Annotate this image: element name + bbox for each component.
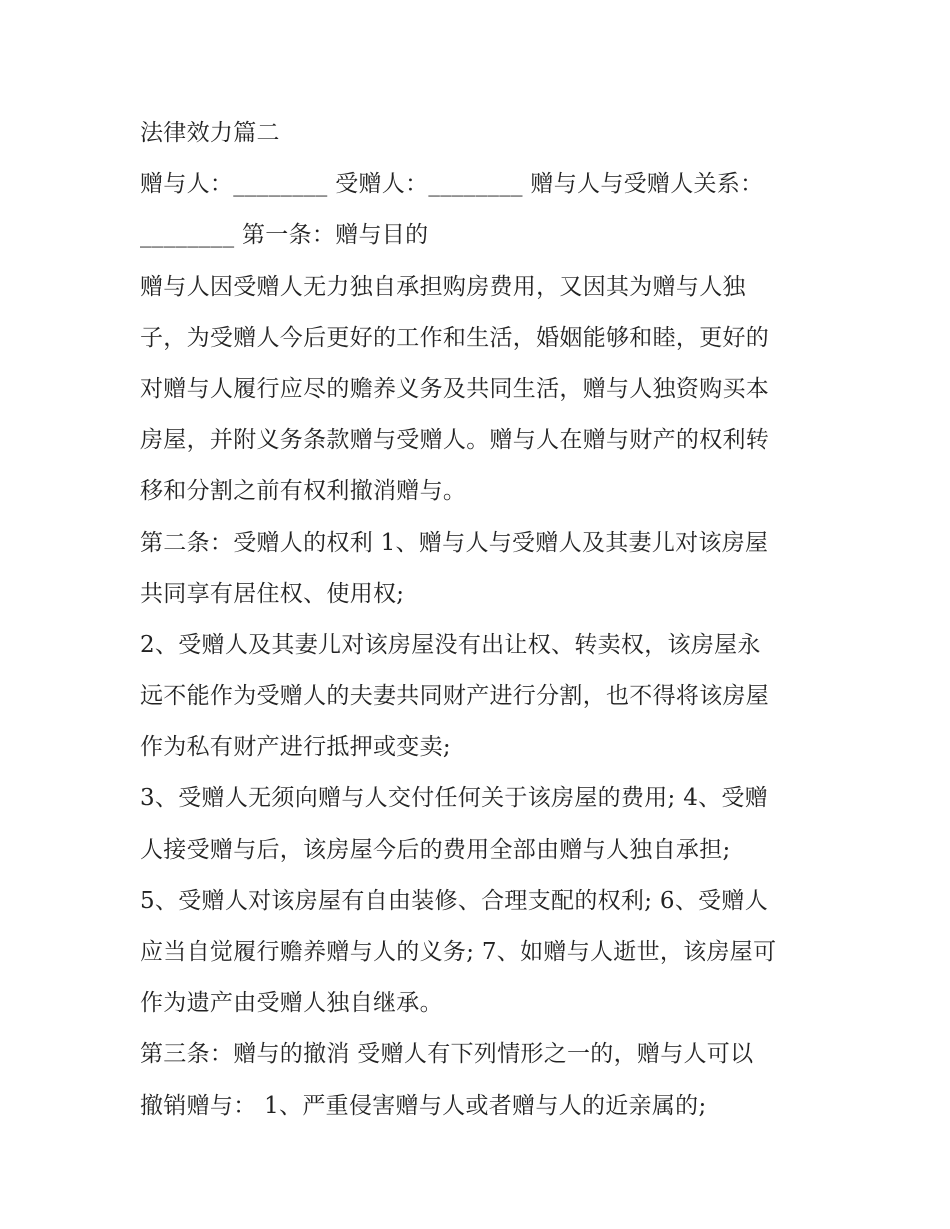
text-line: 共同享有居住权、使用权;: [140, 580, 405, 607]
text-line: 作为私有财产进行抵押或变卖;: [140, 734, 451, 761]
text-line: 5、受赠人对该房屋有自由装修、合理支配的权利; 6、受赠人: [140, 887, 769, 914]
text-line: 3、受赠人无须向赠与人交付任何关于该房屋的费用; 4、受赠: [140, 785, 769, 812]
document-body: [140, 108, 820, 1132]
article-2-heading: 第二条：受赠人的权利 1、赠与人与受赠人及其妻儿对该房屋: [140, 529, 769, 556]
text-line: 人接受赠与后，该房屋今后的费用全部由赠与人独自承担;: [140, 836, 731, 863]
text-line: 房屋，并附义务条款赠与受赠人。赠与人在赠与财产的权利转: [140, 427, 770, 454]
article-1-heading: ________ 第一条：赠与目的: [140, 222, 429, 249]
parties-line: 赠与人：________ 受赠人：________ 赠与人与受赠人关系：: [140, 171, 764, 198]
text-line: 对赠与人履行应尽的赡养义务及共同生活，赠与人独资购买本: [140, 375, 770, 402]
text-line: 应当自觉履行赡养赠与人的义务; 7、如赠与人逝世，该房屋可: [140, 939, 777, 965]
article-3-heading: 第三条：赠与的撤消 受赠人有下列情形之一的，赠与人可以: [140, 1041, 754, 1068]
section-title: 法律效力篇二: [140, 120, 280, 146]
text-line: 移和分割之前有权利撤消赠与。: [140, 478, 467, 505]
text-line: 撤销赠与： 1、严重侵害赠与人或者赠与人的近亲属的;: [140, 1092, 707, 1119]
text-line: 远不能作为受赠人的夫妻共同财产进行分割，也不得将该房屋: [140, 683, 770, 710]
text-line: 子，为受赠人今后更好的工作和生活，婚姻能够和睦，更好的: [140, 324, 770, 351]
text-line: 作为遗产由受赠人独自继承。: [140, 990, 443, 1017]
text-line: 2、受赠人及其妻儿对该房屋没有出让权、转卖权，该房屋永: [140, 631, 761, 658]
text-line: 赠与人因受赠人无力独自承担购房费用，又因其为赠与人独: [140, 273, 746, 300]
